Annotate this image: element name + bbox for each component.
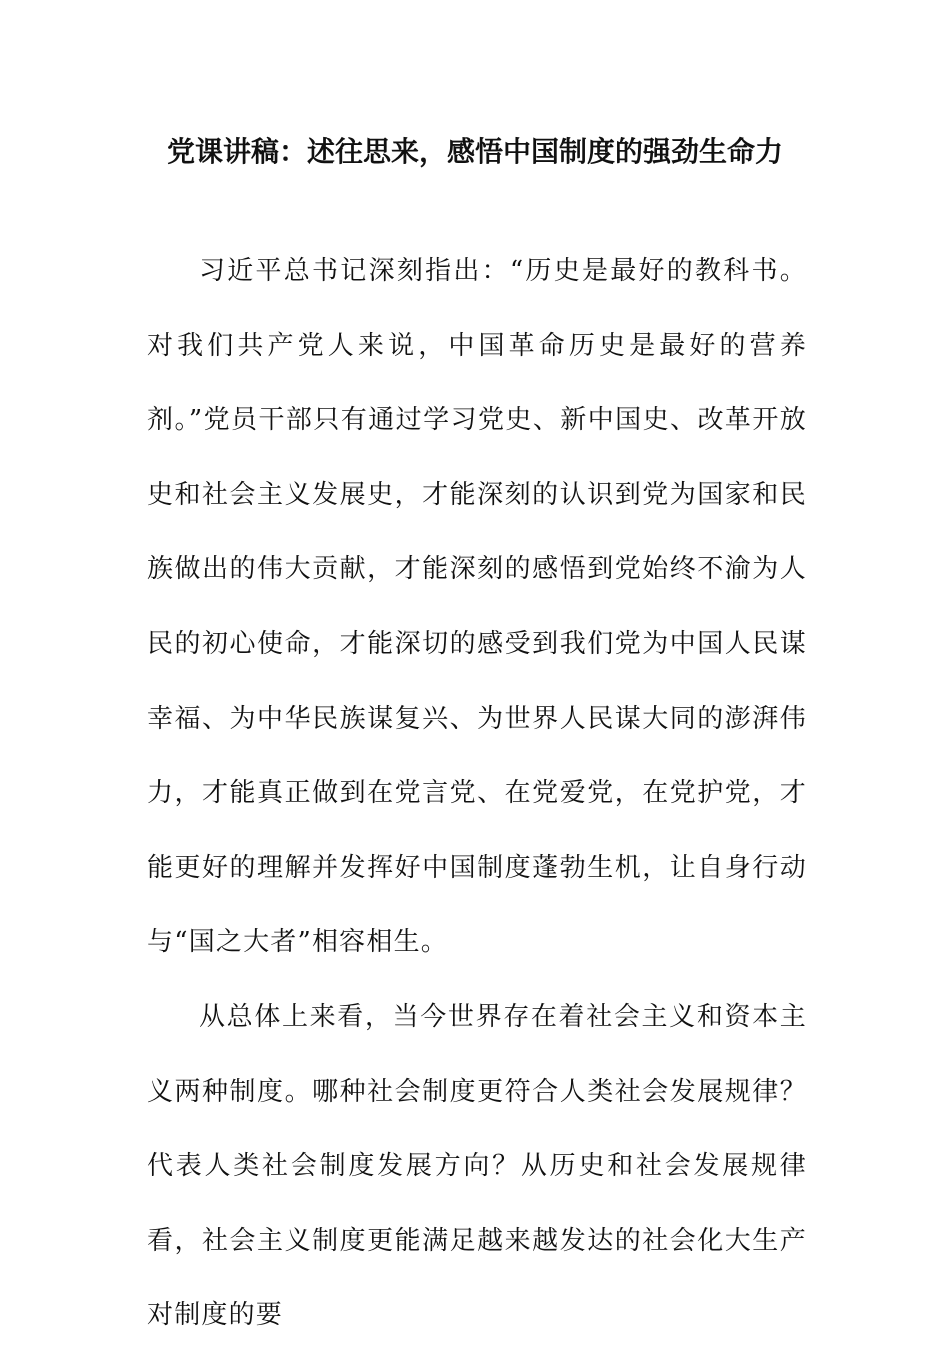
- document-title: 党课讲稿：述往思来，感悟中国制度的强劲生命力: [166, 135, 783, 168]
- document-body: [147, 234, 807, 1353]
- paragraph-1: 习近平总书记深刻指出：“历史是最好的教科书。对我们共产党人来说，中国革命历史是最好的营养剂。”党员干部只有通过学习党史、新中国史、改革开放史和社会主义发展史，才能深刻的认识到党为国家和民族做出的伟大贡献，才能深刻的感悟到党始终不渝为人民的初心使命，才能深切的感受到我们党为中国人民谋幸福、为中华民族谋复兴、为世界人民谋大同的澎湃伟力，才能真正做到在党言党、在党爱党，在党护党，才能更好的理解并发挥好中国制度蓬勃生机，让自身行动与“国之大者”相容相生。: [147, 256, 807, 958]
- paragraph-2: 从总体上来看，当今世界存在着社会主义和资本主义两种制度。哪种社会制度更符合人类社会发展规律？代表人类社会制度发展方向？从历史和社会发展规律看，社会主义制度更能满足越来越发达的社会化大生产对制度的要: [147, 1001, 807, 1331]
